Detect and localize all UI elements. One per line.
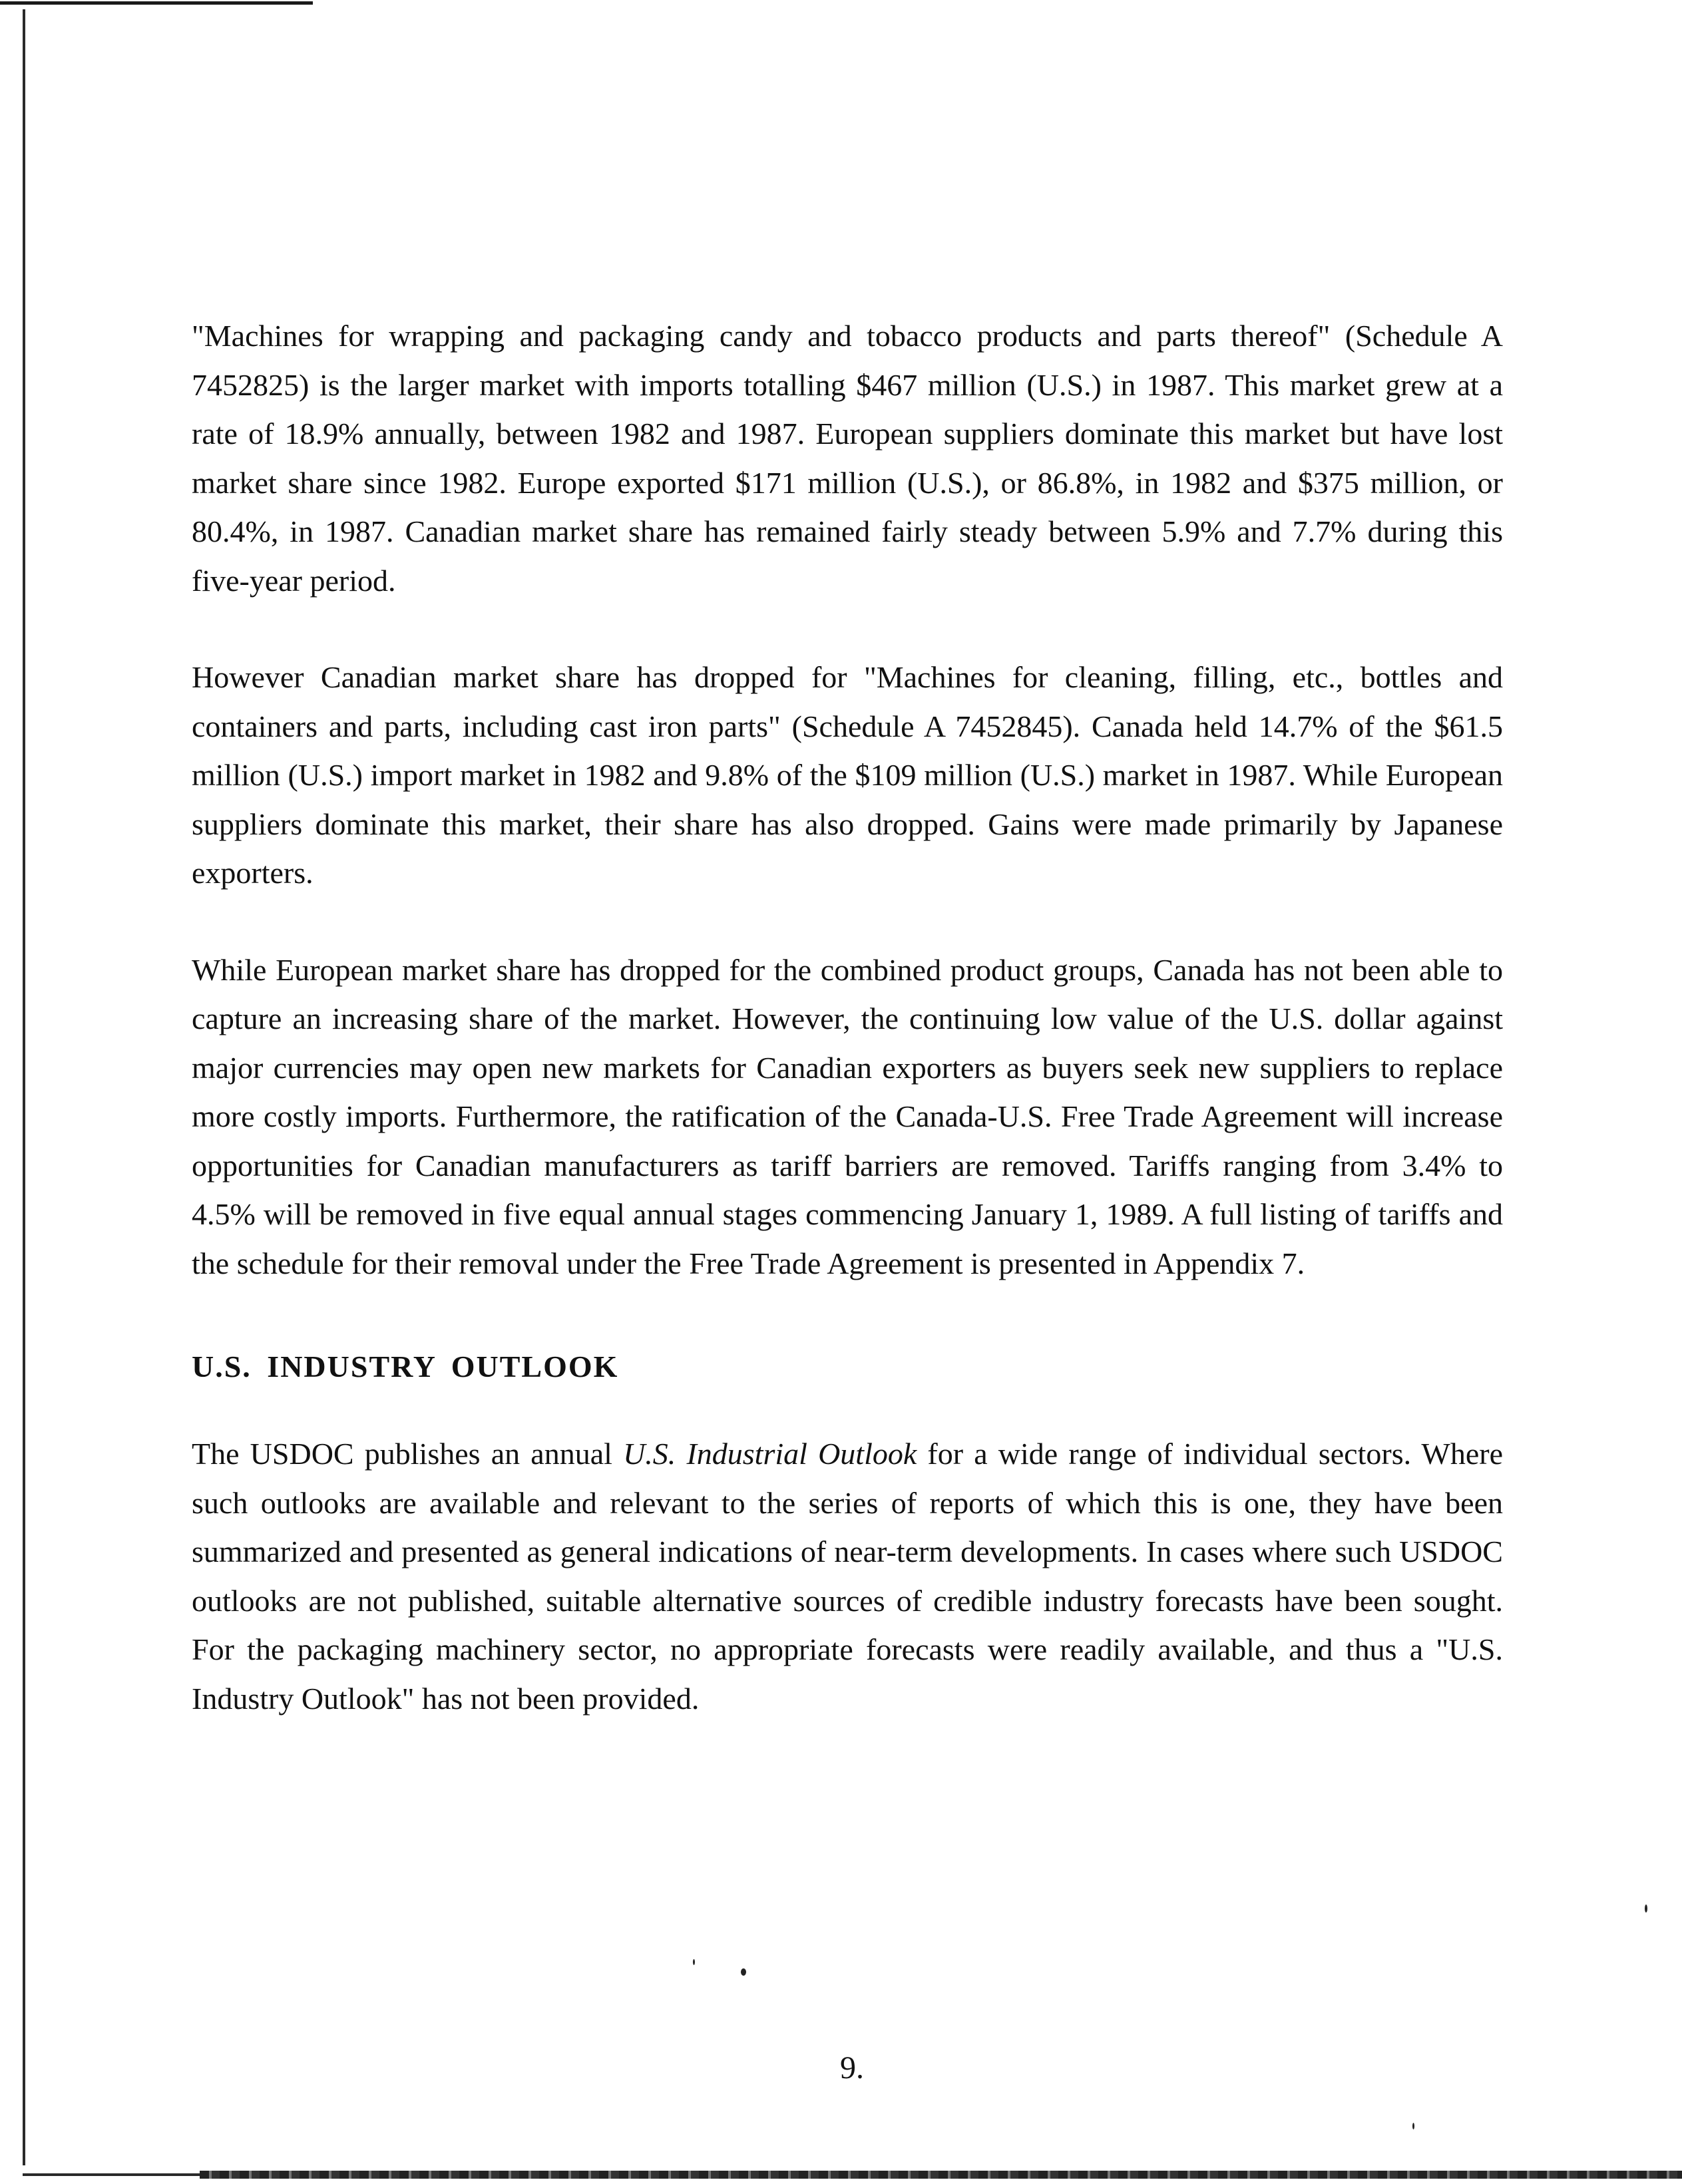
paragraph-market-share-outlook: While European market share has dropped for the combined product groups, Canada has not been able to capture an increasing share of the market. However, the continuing low value of the U.S. dollar against major currencies may open new markets for Canadian exporters as buyers seek new suppliers to replace more costly imports. Furthermore, the ratification of the Canada-U.S. Free Trade Agreement will increase opportunities for Canadian manufacturers as tariff barriers are removed. Tariffs ranging from 3.4% to 4.5% will be removed in five equal annual stages commencing January 1, 1989. A full listing of tariffs and the schedule for their removal under the Free Trade Agreement is presented in Appendix 7. — [192, 952, 1503, 1280]
scan-edge-top — [0, 1, 313, 5]
paragraph-candy-tobacco-machines: "Machines for wrapping and packaging candy and tobacco products and parts thereof" (Schedule A 7452825) is the larger market with imports totalling $467 million (U.S.) in 1987. This market grew at a rate of 18.9% annually, between 1982 and 1987. European suppliers dominate this market but have lost market share since 1982. Europe exported $171 million (U.S.), or 86.8%, in 1982 and $375 million, or 80.4%, in 1987. Canadian market share has remained fairly steady between 5.9% and 7.7% during this five-year period. — [192, 319, 1503, 598]
scan-edge-left — [23, 9, 25, 2165]
page-number: 9. — [840, 2050, 864, 2086]
publication-title: U.S. Industrial Outlook — [623, 1437, 917, 1471]
usdoc-text-rest: for a wide range of individual sectors. Where such outlooks are available and relevant to the series of reports of which this is one, they have been summarized and presented as general indications of near-term developments. In cases where such USDOC outlooks are not published, suitable alternative sources of credible industry forecasts have been sought. For the packaging machinery sector, no appropriate forecasts were readily available, and thus a "U.S. Industry Outlook" has not been provided. — [192, 1437, 1503, 1716]
usdoc-text-start: The USDOC publishes an annual — [192, 1437, 624, 1471]
scan-speck — [741, 1968, 746, 1976]
paragraph-bottle-container-machines: However Canadian market share has dropped for "Machines for cleaning, filling, etc., bottles and containers and parts, including cast iron parts" (Schedule A 7452845). Canada held 14.7% of the $61.5 million (U.S.) import market in 1982 and 9.8% of the $109 million (U.S.) market in 1987. While European suppliers dominate this market, their share has also dropped. Gains were made primarily by Japanese exporters. — [192, 660, 1503, 890]
scan-speck — [693, 1959, 695, 1965]
paragraph-usdoc-outlook — [192, 1429, 1503, 1723]
scan-speck — [1412, 2123, 1414, 2129]
document-body — [192, 311, 1503, 1723]
scan-speck — [1645, 1905, 1647, 1912]
scan-edge-bottom-left — [23, 2173, 202, 2176]
section-heading: U.S. INDUSTRY OUTLOOK — [192, 1350, 619, 1383]
scan-edge-bottom — [200, 2171, 1682, 2179]
